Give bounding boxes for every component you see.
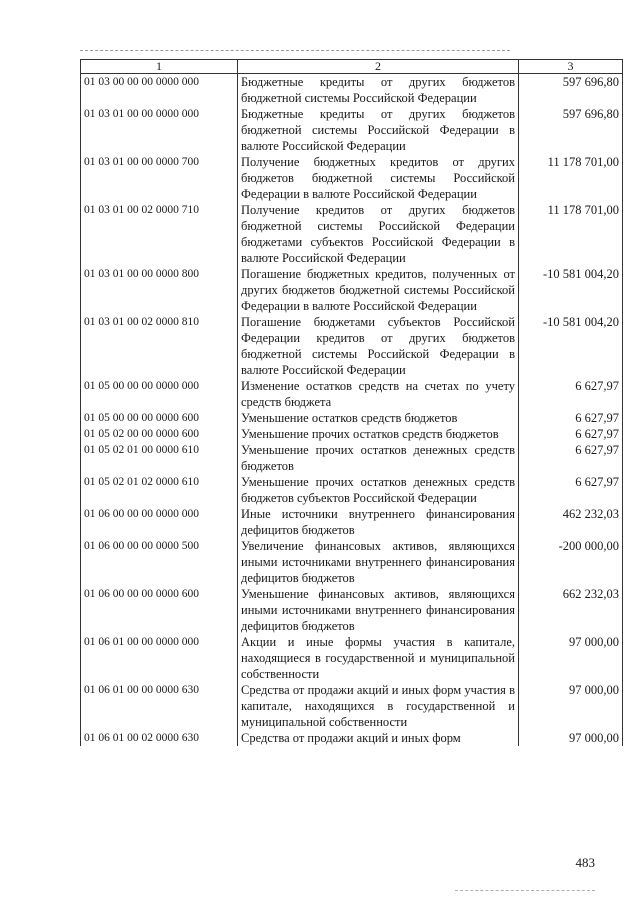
row-code: 01 05 00 00 00 0000 000 xyxy=(81,378,238,410)
row-amount: 6 627,97 xyxy=(519,474,623,506)
table-row xyxy=(81,506,623,538)
row-amount: -10 581 004,20 xyxy=(519,314,623,378)
table-row xyxy=(81,378,623,410)
row-name: Средства от продажи акций и иных форм участия в капитале, находящихся в государственной и муниципальной собственности xyxy=(238,682,519,730)
row-amount: 6 627,97 xyxy=(519,410,623,426)
row-name: Погашение бюджетами субъектов Российской Федерации кредитов от других бюджетов бюджетной системы Российской Федерации в валюте Российской Федерации xyxy=(238,314,519,378)
table-row xyxy=(81,314,623,378)
row-amount: 662 232,03 xyxy=(519,586,623,634)
row-name: Уменьшение остатков средств бюджетов xyxy=(238,410,519,426)
row-code: 01 03 01 00 00 0000 700 xyxy=(81,154,238,202)
budget-sources-table xyxy=(80,59,623,746)
table-row xyxy=(81,442,623,474)
top-edge-rule xyxy=(80,50,510,51)
row-amount: 11 178 701,00 xyxy=(519,202,623,266)
row-amount: 597 696,80 xyxy=(519,106,623,154)
row-amount: 6 627,97 xyxy=(519,426,623,442)
row-code: 01 05 02 01 02 0000 610 xyxy=(81,474,238,506)
bottom-edge-rule xyxy=(455,890,595,891)
row-name: Средства от продажи акций и иных форм xyxy=(238,730,519,746)
row-amount: 97 000,00 xyxy=(519,682,623,730)
table-row xyxy=(81,634,623,682)
row-name: Бюджетные кредиты от других бюджетов бюджетной системы Российской Федерации xyxy=(238,74,519,107)
row-amount: 11 178 701,00 xyxy=(519,154,623,202)
row-code: 01 06 01 00 00 0000 000 xyxy=(81,634,238,682)
row-amount: 97 000,00 xyxy=(519,634,623,682)
page-number: 483 xyxy=(575,855,595,870)
row-amount: 97 000,00 xyxy=(519,730,623,746)
row-name: Уменьшение прочих остатков денежных средств бюджетов xyxy=(238,442,519,474)
table-row xyxy=(81,74,623,107)
row-name: Уменьшение прочих остатков денежных средств бюджетов субъектов Российской Федерации xyxy=(238,474,519,506)
row-code: 01 03 00 00 00 0000 000 xyxy=(81,74,238,107)
row-name: Получение кредитов от других бюджетов бюджетной системы Российской Федерации бюджетами субъектов Российской Федерации в валюте Российской Федерации xyxy=(238,202,519,266)
row-name: Бюджетные кредиты от других бюджетов бюджетной системы Российской Федерации в валюте Российской Федерации xyxy=(238,106,519,154)
row-name: Изменение остатков средств на счетах по учету средств бюджета xyxy=(238,378,519,410)
table-row xyxy=(81,730,623,746)
table-row xyxy=(81,682,623,730)
table-row xyxy=(81,586,623,634)
row-code: 01 05 02 00 00 0000 600 xyxy=(81,426,238,442)
table-row xyxy=(81,426,623,442)
row-code: 01 05 02 01 00 0000 610 xyxy=(81,442,238,474)
table-header-row xyxy=(81,60,623,74)
row-code: 01 06 00 00 00 0000 600 xyxy=(81,586,238,634)
row-name: Погашение бюджетных кредитов, полученных от других бюджетов бюджетной системы Российской Федерации в валюте Российской Федерации xyxy=(238,266,519,314)
table-row xyxy=(81,106,623,154)
row-name: Уменьшение прочих остатков средств бюджетов xyxy=(238,426,519,442)
row-amount: 597 696,80 xyxy=(519,74,623,107)
column-header-2: 2 xyxy=(238,60,519,74)
table-row xyxy=(81,202,623,266)
table-row xyxy=(81,154,623,202)
row-name: Получение бюджетных кредитов от других бюджетов бюджетной системы Российской Федерации в валюте Российской Федерации xyxy=(238,154,519,202)
row-code: 01 06 00 00 00 0000 500 xyxy=(81,538,238,586)
row-name: Уменьшение финансовых активов, являющихся иными источниками внутреннего финансирования дефицитов бюджетов xyxy=(238,586,519,634)
table-row xyxy=(81,266,623,314)
row-name: Иные источники внутреннего финансирования дефицитов бюджетов xyxy=(238,506,519,538)
row-code: 01 03 01 00 02 0000 810 xyxy=(81,314,238,378)
row-code: 01 03 01 00 00 0000 800 xyxy=(81,266,238,314)
table-row xyxy=(81,474,623,506)
row-code: 01 03 01 00 02 0000 710 xyxy=(81,202,238,266)
table-row xyxy=(81,538,623,586)
row-code: 01 06 01 00 00 0000 630 xyxy=(81,682,238,730)
row-name: Увеличение финансовых активов, являющихся иными источниками внутреннего финансирования дефицитов бюджетов xyxy=(238,538,519,586)
row-amount: -10 581 004,20 xyxy=(519,266,623,314)
row-code: 01 03 01 00 00 0000 000 xyxy=(81,106,238,154)
row-amount: -200 000,00 xyxy=(519,538,623,586)
table-row xyxy=(81,410,623,426)
row-name: Акции и иные формы участия в капитале, находящиеся в государственной и муниципальной собственности xyxy=(238,634,519,682)
column-header-1: 1 xyxy=(81,60,238,74)
column-header-3: 3 xyxy=(519,60,623,74)
row-code: 01 05 00 00 00 0000 600 xyxy=(81,410,238,426)
row-amount: 6 627,97 xyxy=(519,442,623,474)
row-amount: 6 627,97 xyxy=(519,378,623,410)
row-code: 01 06 00 00 00 0000 000 xyxy=(81,506,238,538)
row-code: 01 06 01 00 02 0000 630 xyxy=(81,730,238,746)
row-amount: 462 232,03 xyxy=(519,506,623,538)
